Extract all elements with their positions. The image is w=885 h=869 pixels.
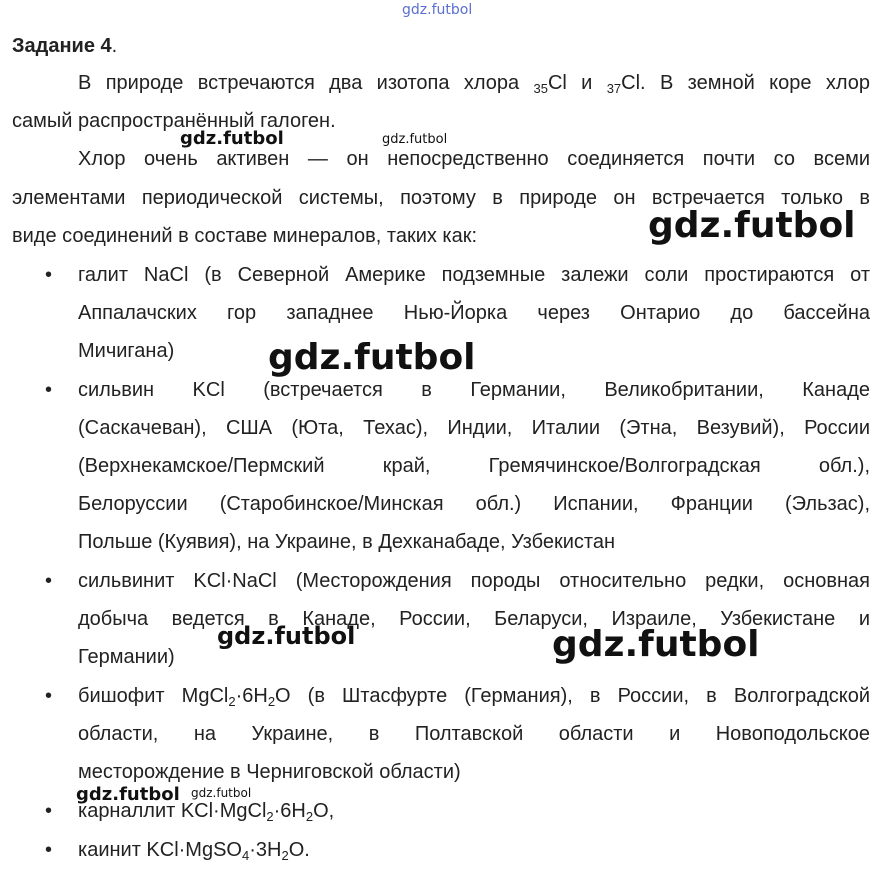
task-title: Задание 4. xyxy=(12,35,118,57)
sylvite-line5: Польше (Куявия), на Украине, в Дехканабаде, Узбекистан xyxy=(78,531,615,553)
bullet-sylvite: • xyxy=(45,379,53,401)
watermark: gdz.futbol xyxy=(217,622,356,650)
sylvite-line1: сильвин KCl (встречается в Германии, Великобритании, Канаде xyxy=(78,379,870,401)
watermark: gdz.futbol xyxy=(191,786,252,800)
para2-line3: виде соединений в составе минералов, таких как: xyxy=(12,225,478,247)
bullet-kainite: • xyxy=(45,839,53,861)
sylvinite-line1: сильвинит KCl·NaCl (Месторождения породы относительно редки, основная xyxy=(78,570,870,592)
bullet-bischofite: • xyxy=(45,685,53,707)
sylvite-line2: (Саскачеван), США (Юта, Техас), Индии, Италии (Этна, Везувий), России xyxy=(78,417,870,439)
watermark: gdz.futbol xyxy=(180,128,284,149)
sylvite-line4: Белоруссии (Старобинское/Минская обл.) Испании, Франции (Эльзас), xyxy=(78,493,870,515)
para1-line1: В природе встречаются два изотопа хлора $_{35}$Cl и $_{37}$Cl. В земной коре хлор xyxy=(78,72,871,96)
bullet-sylvinite: • xyxy=(45,570,53,592)
kainite-line: каинит $KCl\cdot MgSO_4\cdot 3H_2O$. xyxy=(78,839,310,863)
bullet-halite: • xyxy=(45,264,53,286)
watermark-top: gdz.futbol xyxy=(402,2,473,18)
para2-line2: элементами периодической системы, поэтому в природе он встречается только в xyxy=(12,187,870,209)
para1-line2: самый распространённый галоген. xyxy=(12,110,336,132)
carnallite-line: карналлит $KCl\cdot MgCl_2\cdot 6H_2O$, xyxy=(78,800,335,824)
halite-line2: Аппалачских гор западнее Нью-Йорка через Онтарио до бассейна xyxy=(78,302,870,324)
watermark: gdz.futbol xyxy=(648,205,856,246)
halite-line1: галит NaCl (в Северной Америке подземные залежи соли простираются от xyxy=(78,264,870,286)
sylvite-line3: (Верхнекамское/Пермский край, Гремячинское/Волгоградская обл.), xyxy=(78,455,870,477)
sylvinite-line3: Германии) xyxy=(78,646,175,668)
sylvinite-line2: добыча ведется в Канаде, России, Беларуси, Израиле, Узбекистане и xyxy=(78,608,870,630)
bullet-carnallite: • xyxy=(45,800,53,822)
watermark: gdz.futbol xyxy=(268,337,476,378)
para2-line1: Хлор очень активен — он непосредственно соединяется почти со всеми xyxy=(78,148,870,170)
bischofite-line3: месторождение в Черниговской области) xyxy=(78,761,461,783)
bischofite-line2: области, на Украине, в Полтавской области и Новоподольское xyxy=(78,723,870,745)
halite-line3: Мичигана) xyxy=(78,340,175,362)
bischofite-line1: бишофит $MgCl_2\cdot 6H_2O$ (в Штасфурте (Германия), в России, в Волгоградской xyxy=(78,685,871,709)
watermark: gdz.futbol xyxy=(552,624,760,665)
watermark: gdz.futbol xyxy=(76,784,180,805)
watermark: gdz.futbol xyxy=(382,132,448,147)
